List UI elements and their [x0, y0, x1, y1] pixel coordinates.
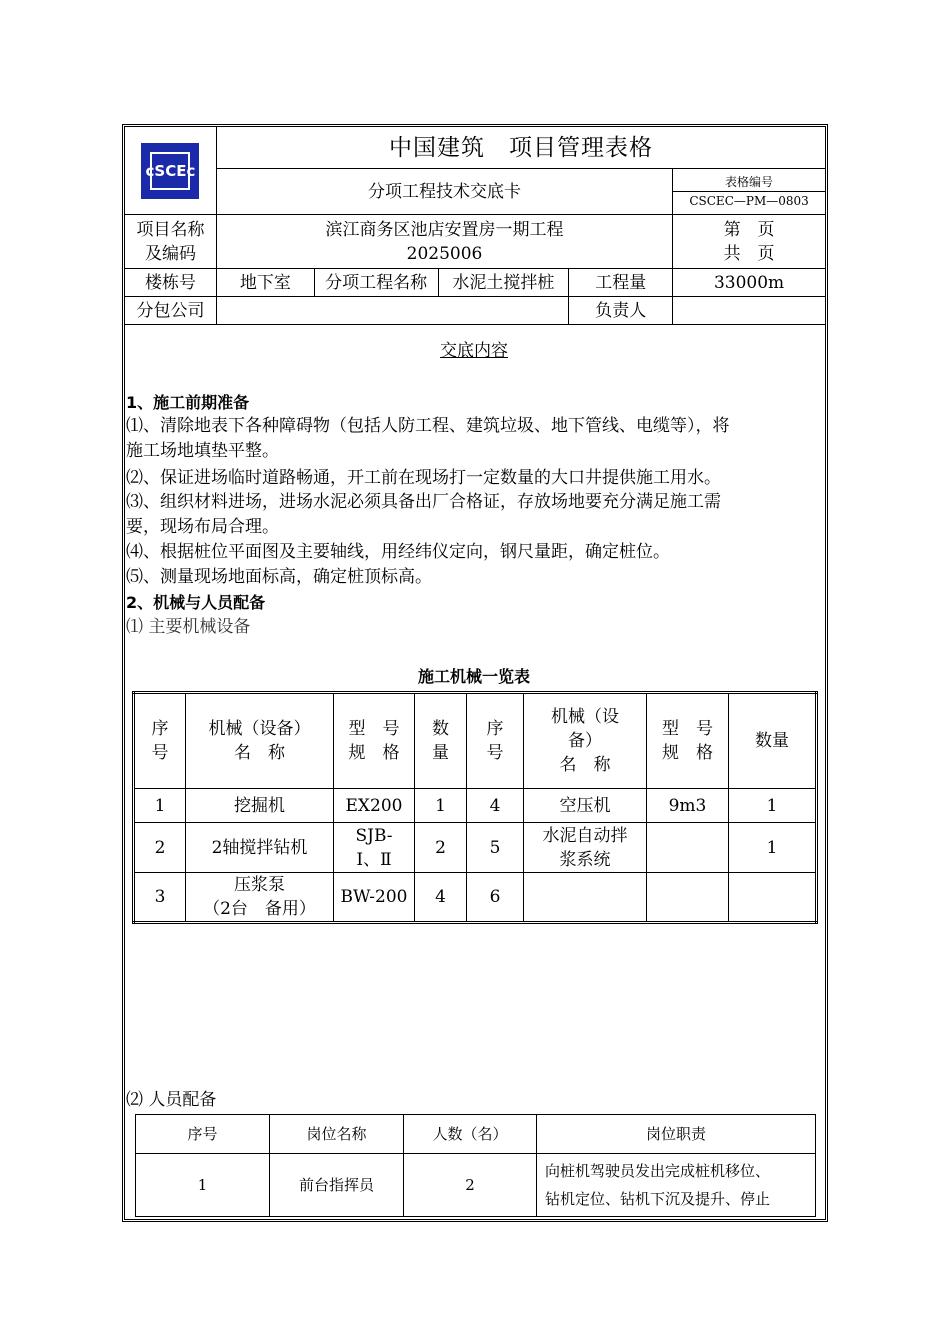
machine-cell: 1	[415, 789, 467, 823]
content-heading: 交底内容	[440, 341, 508, 361]
staff-table	[135, 1114, 816, 1217]
machine-cell: SJB- Ⅰ、Ⅱ	[334, 823, 415, 873]
subsection-staff: ⑵ 人员配备	[126, 1090, 217, 1110]
machine-cell	[647, 823, 729, 873]
machine-row	[134, 789, 817, 823]
staff-cell: 2	[404, 1154, 537, 1217]
staff-header-cell: 岗位职责	[537, 1115, 816, 1154]
machine-cell	[524, 873, 647, 923]
machine-row	[134, 873, 817, 923]
machine-row	[134, 823, 817, 873]
machine-cell: 2	[134, 823, 186, 873]
machine-header-cell: 机械（设 备） 名 称	[524, 693, 647, 789]
machine-header-cell: 机械（设备） 名 称	[186, 693, 334, 789]
project-name: 滨江商务区池店安置房一期工程 2025006	[216, 215, 672, 269]
machine-cell: 4	[415, 873, 467, 923]
machine-cell: 3	[134, 873, 186, 923]
staff-cell: 前台指挥员	[270, 1154, 404, 1217]
staff-header-cell: 序号	[136, 1115, 270, 1154]
subsection-machines: ⑴ 主要机械设备	[126, 617, 251, 637]
machine-header-cell: 型 号 规 格	[647, 693, 729, 789]
machine-cell: 挖掘机	[186, 789, 334, 823]
machine-header-cell: 序 号	[467, 693, 524, 789]
paragraph-4: ⑷、根据桩位平面图及主要轴线，用经纬仪定向，钢尺量距，确定桩位。	[126, 542, 670, 562]
machine-table	[132, 691, 818, 924]
machine-cell: 5	[467, 823, 524, 873]
machine-cell: 水泥自动拌 浆系统	[524, 823, 647, 873]
machine-cell: 9m3	[647, 789, 729, 823]
form-header-table: cSCEc 中国建筑 项目管理表格 分项工程技术交底卡 表格编号 CSCEC—PM—0803 项目名称 及编码 滨江商务区池店安置房一期工程 2025006 第 页 共 页 楼栋号 地下室 分项工程名称 水泥土搅拌桩 工程量 33000m 分包公司 负责人	[124, 126, 826, 325]
section-2-title: 2、机械与人员配备	[126, 593, 266, 612]
machine-cell: EX200	[334, 789, 415, 823]
machine-header-cell: 型 号 规 格	[334, 693, 415, 789]
machine-cell: 1	[134, 789, 186, 823]
machine-header-cell: 序 号	[134, 693, 186, 789]
logo-cell	[125, 127, 217, 215]
paragraph-1: ⑴、清除地表下各种障碍物（包括人防工程、建筑垃圾、地下管线、电缆等），将 施工场地填垫平整。	[126, 416, 730, 461]
form-number: CSCEC—PM—0803	[689, 194, 809, 208]
form-number-cell: 表格编号 CSCEC—PM—0803	[673, 169, 826, 215]
paragraph-2: ⑵、保证进场临时道路畅通，开工前在现场打一定数量的大口井提供施工用水。	[126, 468, 721, 488]
staff-cell: 1	[136, 1154, 270, 1217]
machine-cell: 2	[415, 823, 467, 873]
machine-cell: 4	[467, 789, 524, 823]
machine-cell	[647, 873, 729, 923]
subcontractor-value	[216, 297, 568, 325]
machine-cell: 1	[729, 823, 817, 873]
staff-row	[136, 1154, 816, 1217]
cscec-logo: cSCEc	[141, 143, 199, 199]
staff-cell: 向桩机驾驶员发出完成桩机移位、 钻机定位、钻机下沉及提升、停止	[537, 1154, 816, 1217]
project-label: 项目名称 及编码	[125, 215, 217, 269]
paragraph-5: ⑸、测量现场地面标高，确定桩顶标高。	[126, 567, 432, 587]
machine-cell: 压浆泵 （2台 备用）	[186, 873, 334, 923]
machine-cell: 6	[467, 873, 524, 923]
section-1-title: 1、施工前期准备	[126, 393, 250, 412]
machine-table-title: 施工机械一览表	[417, 667, 530, 686]
machine-header-cell: 数 量	[415, 693, 467, 789]
machine-cell: 2轴搅拌钻机	[186, 823, 334, 873]
staff-header-cell: 人数（名）	[404, 1115, 537, 1154]
building-value: 地下室	[216, 269, 314, 297]
quantity-value: 33000m	[673, 269, 826, 297]
staff-header-cell: 岗位名称	[270, 1115, 404, 1154]
org-title: 中国建筑 项目管理表格	[216, 127, 825, 169]
form-title: 分项工程技术交底卡	[216, 169, 672, 215]
machine-cell	[729, 873, 817, 923]
machine-cell: 1	[729, 789, 817, 823]
machine-header-cell: 数量	[729, 693, 817, 789]
page-counter: 第 页 共 页	[673, 215, 826, 269]
machine-cell: 空压机	[524, 789, 647, 823]
project-code: 2025006	[406, 243, 483, 264]
machine-cell: BW-200	[334, 873, 415, 923]
paragraph-3: ⑶、组织材料进场，进场水泥必须具备出厂合格证，存放场地要充分满足施工需 要，现场布局合理。	[126, 492, 721, 537]
manager-value	[673, 297, 826, 325]
subproject-value: 水泥土搅拌桩	[438, 269, 569, 297]
